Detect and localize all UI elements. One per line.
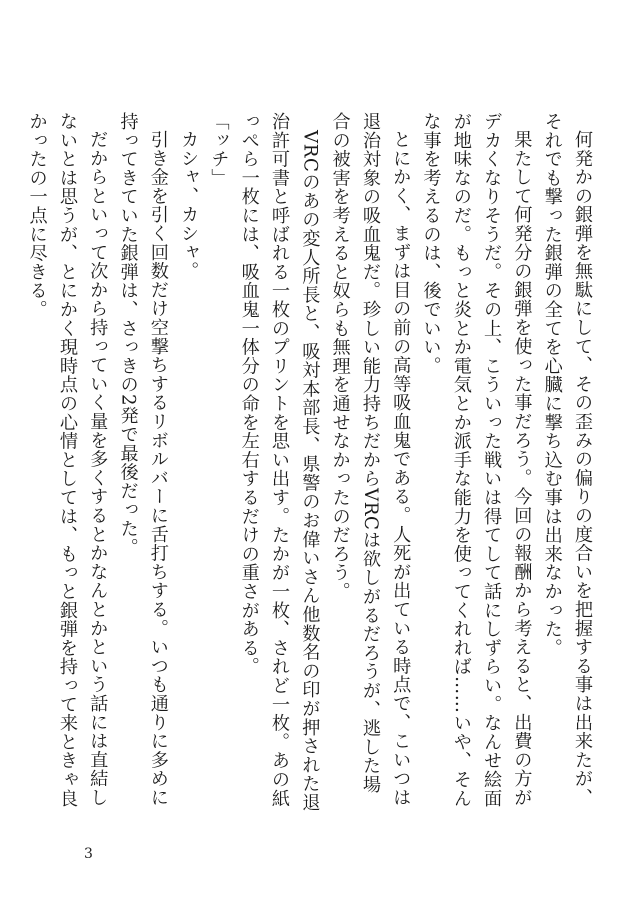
paragraph: VRCのあの変人所長と、吸対本部長、県警のお偉いさん他数名の印が押された退治許可書と呼ばれる一枚のプリントを思い出す。たかが一枚、されど一枚。あの紙っぺら一枚には、吸血鬼一体分の命を左右するだけの重さがある。 (238, 112, 321, 812)
paragraph: カシャ、カシャ。 (178, 130, 200, 281)
paragraph: 引き金を引く回数だけ空撃ちするリボルバーに舌打ちする。いつも通りに多めに持ってきていた銀弾は、さっきの2発で最後だった。 (117, 112, 169, 807)
paragraph: 果たして何発分の銀弾を使った事だろう。今回の報酬から考えると、出費の方がデカくなりそうだ。その上、こういった戦いは得てして話にしずらい。なんせ絵面が地味なのだ。もっと炎とか電気とか派手な能力を使ってくれれば……いや、そんな事を考えるのは、後でいい。 (420, 112, 533, 808)
vertical-text-body (26, 112, 597, 812)
paragraph: 何発かの銀弾を無駄にして、その歪みの偏りの度合いを把握する事は出来たが、それでも撃った銀弾の全てを心臓に撃ち込む事は出来なかった。 (541, 112, 593, 807)
page-number: 3 (84, 846, 93, 862)
paragraph: だからといって次から持っていく量を多くするとかなんとかという話には直結しないとは思うが、とにかく現時点の心情としては、もっと銀弾を持って来ときゃ良かったの一点に尽きる。 (26, 112, 109, 808)
paragraph: とにかく、まずは目の前の高等吸血鬼である。人死が出ている時点で、こいつは退治対象の吸血鬼だ。珍しい能力持ちだからVRCは欲しがるだろうが、逃した場合の被害を考えると奴らも無理を通せなかったのだろう。 (329, 112, 412, 807)
dialogue-line: 「ッチ」 (208, 112, 230, 188)
